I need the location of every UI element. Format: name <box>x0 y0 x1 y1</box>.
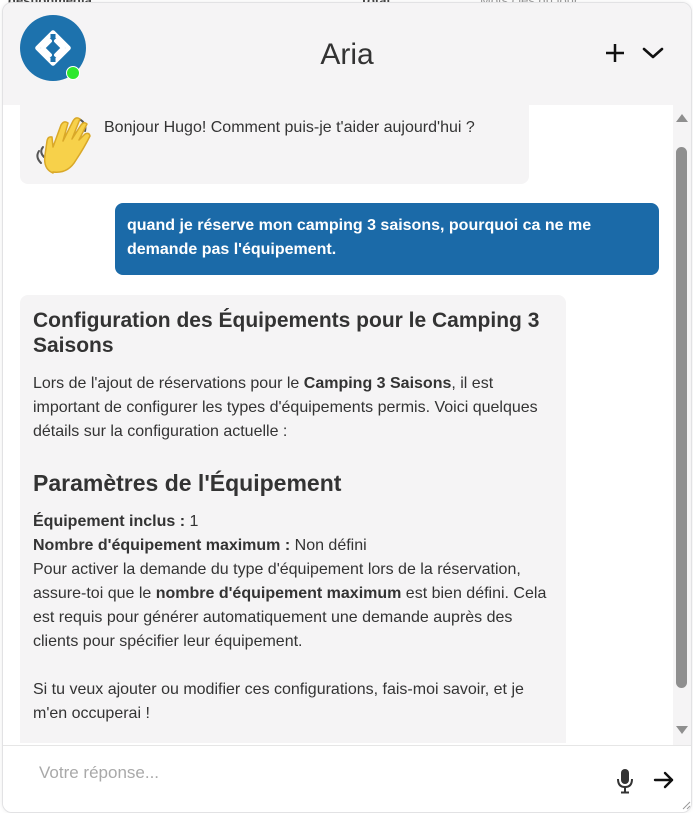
chat-header <box>3 3 691 105</box>
answer-closing: Si tu veux ajouter ou modifier ces configurations, fais-moi savoir, et je m'en occuperai ! <box>33 681 524 722</box>
message-list <box>3 105 673 743</box>
chat-widget <box>2 2 692 813</box>
answer-intro: Lors de l'ajout de réservations pour le Camping 3 Saisons, il est important de configurer les types d'équipements permis. Voici quelques détails sur la configuration actuelle : <box>33 375 538 440</box>
waving-hand-icon <box>33 113 91 175</box>
collapse-chat-button[interactable] <box>639 39 667 67</box>
scroll-down-icon[interactable] <box>675 723 689 737</box>
answer-heading: Configuration des Équipements pour le Camping 3 Saisons <box>33 309 540 357</box>
reply-input[interactable] <box>27 758 611 788</box>
new-conversation-button[interactable] <box>601 39 629 67</box>
scrollbar-thumb[interactable] <box>676 147 687 688</box>
greeting-text: Bonjour Hugo! Comment puis-je t'aider aujourd'hui ? <box>104 119 475 136</box>
chat-title: Aria <box>320 38 374 71</box>
user-message: quand je réserve mon camping 3 saisons, pourquoi ca ne me demande pas l'équipement. <box>115 203 659 275</box>
param-maximum: Nombre d'équipement maximum : Non défini <box>33 537 367 554</box>
resize-handle-icon[interactable] <box>682 793 691 810</box>
answer-explanation: Pour activer la demande du type d'équipement lors de la réservation, assure-toi que le nombre d'équipement maximum est bien défini. Cela est requis pour générer automatiquement une demande auprès des clients pour spécifier leur équipement. <box>33 561 547 650</box>
plus-icon <box>604 42 626 64</box>
scroll-up-icon[interactable] <box>675 111 689 125</box>
param-included: Équipement inclus : 1 <box>33 513 199 530</box>
assistant-answer <box>20 295 566 743</box>
composer <box>3 745 691 813</box>
send-arrow-icon[interactable] <box>653 770 675 790</box>
greeting-message <box>20 105 529 184</box>
answer-subheading: Paramètres de l'Équipement <box>33 470 342 496</box>
microphone-icon[interactable] <box>615 768 635 794</box>
chevron-down-icon <box>641 45 665 61</box>
